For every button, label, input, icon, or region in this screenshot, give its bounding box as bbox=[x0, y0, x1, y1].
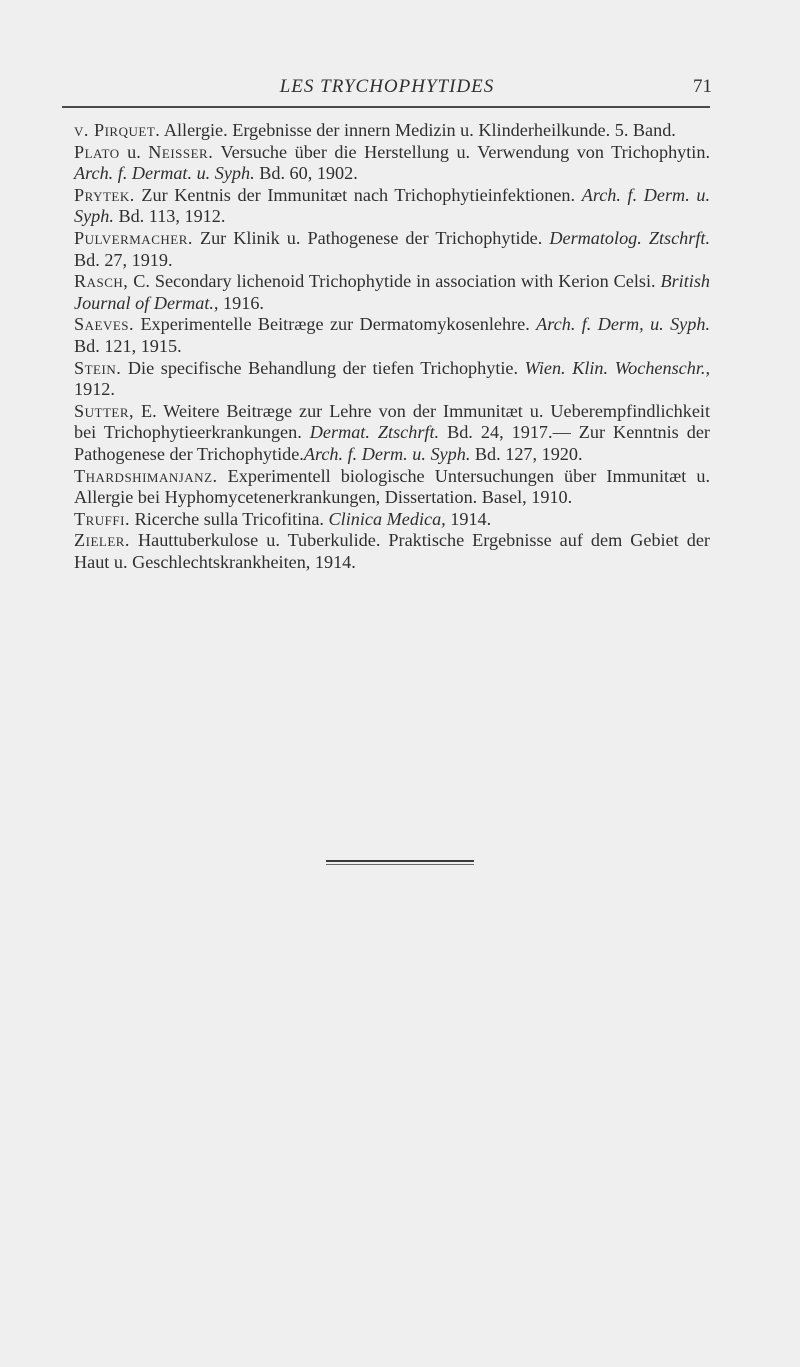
reference-journal: Dermatolog. Ztschrft. bbox=[549, 227, 710, 248]
reference-author: Plato bbox=[74, 141, 120, 162]
reference-entry bbox=[74, 314, 710, 357]
reference-journal: Arch. f. Derm. u. Syph. bbox=[303, 443, 471, 464]
reference-entry bbox=[74, 228, 710, 271]
running-title: LES TRYCHOPHYTIDES bbox=[279, 76, 495, 97]
reference-entry bbox=[74, 185, 710, 228]
reference-entry bbox=[74, 142, 710, 185]
reference-list bbox=[74, 120, 710, 573]
reference-text: 1916. bbox=[218, 292, 264, 313]
reference-author: Rasch, bbox=[74, 271, 129, 292]
reference-journal: Arch. f. Derm. u. Syph. bbox=[74, 184, 710, 227]
reference-entry bbox=[74, 530, 710, 573]
reference-text: Bd. 127, 1920. bbox=[470, 443, 583, 464]
reference-text: Zur Klinik u. Pathogenese der Trichophytide. bbox=[192, 227, 550, 248]
reference-entry bbox=[74, 271, 710, 314]
reference-author: Prytek. bbox=[74, 184, 135, 205]
reference-text: C. Secondary lichenoid Trichophytide in association with Kerion Celsi. bbox=[128, 271, 661, 292]
reference-entry bbox=[74, 466, 710, 509]
reference-author: Sutter, bbox=[74, 400, 135, 421]
page-number: 71 bbox=[693, 76, 712, 97]
reference-journal: Arch. f. Derm, u. Syph. bbox=[536, 314, 710, 335]
reference-journal: Arch. f. Dermat. u. Syph. bbox=[74, 163, 255, 184]
reference-text: Bd. 27, 1919. bbox=[74, 249, 173, 270]
reference-text: Bd. 121, 1915. bbox=[74, 335, 182, 356]
reference-entry bbox=[74, 120, 710, 142]
reference-author: Zieler. bbox=[74, 530, 130, 551]
reference-journal: British Journal of Dermat., bbox=[74, 271, 710, 313]
reference-text: Ricerche sulla Tricofitina. bbox=[130, 508, 329, 529]
reference-text: 1912. bbox=[74, 379, 115, 400]
page-header bbox=[62, 74, 712, 100]
end-rule bbox=[326, 860, 474, 862]
reference-text: Bd. 60, 1902. bbox=[254, 163, 358, 184]
reference-author: Stein. bbox=[74, 357, 122, 378]
reference-text: Experimentelle Beitræge zur Dermatomykosenlehre. bbox=[134, 314, 537, 335]
reference-entry bbox=[74, 358, 710, 401]
reference-journal: Dermat. Ztschrft. bbox=[309, 422, 440, 443]
reference-entry bbox=[74, 401, 710, 466]
reference-text: Neisser. bbox=[148, 141, 214, 162]
header-rule bbox=[62, 106, 710, 109]
reference-journal: Wien. Klin. Wochenschr., bbox=[524, 357, 710, 378]
reference-text: Bd. 113, 1912. bbox=[113, 206, 226, 227]
reference-author: v. Pirquet. bbox=[74, 120, 161, 140]
reference-journal: Clinica Medica, bbox=[328, 508, 446, 529]
reference-text: Zur Kentnis der Immunitæt nach Trichophytieinfektionen. bbox=[134, 184, 582, 205]
reference-author: Saeves. bbox=[74, 314, 135, 335]
reference-text: Allergie. Ergebnisse der innern Medizin u. Klinderheilkunde. 5. Band. bbox=[160, 120, 676, 140]
reference-text: E. Weitere Beitræge zur Lehre von der Immunitæt u. Ueberempfindlichkeit bei Trichophytieerkrankungen. bbox=[74, 400, 710, 443]
reference-text: Hauttuberkulose u. Tuberkulide. Praktische Ergebnisse auf dem Gebiet der Haut u. Geschlechtskrankheiten, 1914. bbox=[74, 530, 710, 572]
reference-text: Versuche über die Herstellung u. Verwendung von Trichophytin. bbox=[213, 141, 711, 162]
reference-text: Experimentell biologische Untersuchungen über Immunitæt u. Allergie bei Hyphomycetenerkrankungen, Dissertation. Basel, 1910. bbox=[74, 465, 710, 508]
reference-author: Pulvermacher. bbox=[74, 227, 193, 248]
reference-text: Die specifische Behandlung der tiefen Trichophytie. bbox=[121, 357, 525, 378]
reference-text: u. bbox=[119, 141, 149, 162]
reference-entry bbox=[74, 509, 710, 531]
reference-text: 1914. bbox=[445, 508, 492, 529]
end-rule-thin bbox=[326, 864, 474, 865]
reference-author: Thardshimanjanz. bbox=[74, 465, 218, 486]
reference-text: Bd. 24, 1917.— Zur Kenntnis der Pathogenese der Trichophytide. bbox=[74, 422, 710, 464]
reference-author: Truffi. bbox=[74, 508, 131, 529]
